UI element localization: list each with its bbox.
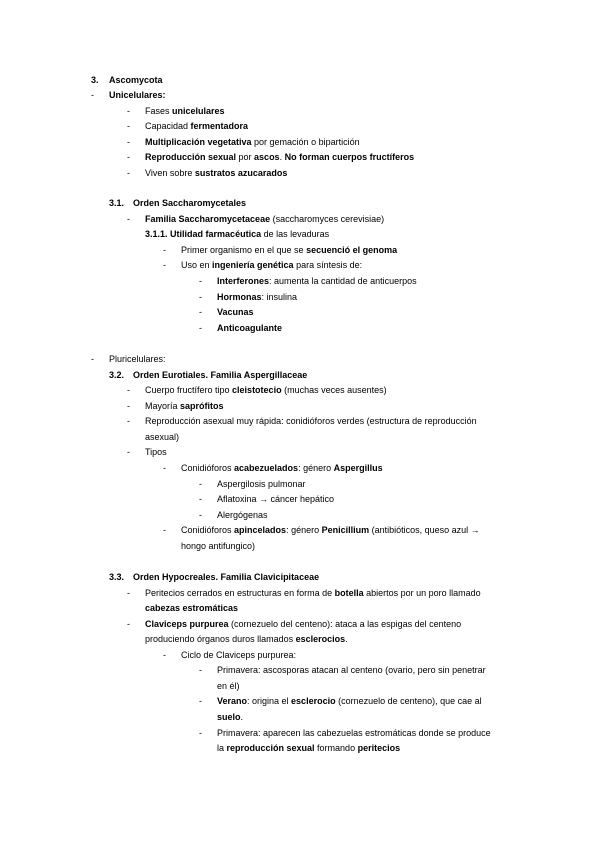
list-item-continuation: en él): [217, 681, 240, 691]
bullet: -: [127, 137, 130, 147]
bullet: -: [127, 416, 130, 426]
bullet: -: [127, 619, 130, 629]
bullet: -: [127, 447, 130, 457]
list-item: Primavera: ascosporas atacan al centeno (ovario, pero sin penetrar: [217, 665, 486, 675]
bullet: -: [127, 385, 130, 395]
bullet: -: [127, 588, 130, 598]
bullet: -: [199, 323, 202, 333]
list-item: Ciclo de Claviceps purpurea:: [181, 650, 297, 660]
bullet: -: [199, 307, 202, 317]
list-item: Alergógenas: [217, 510, 268, 520]
list-item-continuation: hongo antifungico): [181, 541, 256, 551]
subsection-number: 3.1.: [109, 198, 125, 208]
bullet: -: [163, 650, 166, 660]
group-heading-pluricelulares: Pluricelulares:: [109, 354, 166, 364]
subsection-title: Orden Hypocreales. Familia Clavicipitaceae: [133, 572, 320, 582]
sub-subsection: 3.1.1. Utilidad farmacéutica de las levaduras: [145, 229, 330, 239]
list-item: Vacunas: [217, 307, 254, 317]
bullet: -: [199, 276, 202, 286]
section-number: 3.: [91, 75, 99, 85]
bullet: -: [199, 696, 202, 706]
list-item: Claviceps purpurea (cornezuelo del centeno): ataca a las espigas del centeno: [145, 619, 462, 629]
list-item: Aspergilosis pulmonar: [217, 479, 306, 489]
list-item-continuation: cabezas estromáticas: [145, 603, 239, 613]
subsection-number: 3.3.: [109, 572, 125, 582]
list-item: Reproducción asexual muy rápida: conidióforos verdes (estructura de reproducción: [145, 416, 477, 426]
list-item: Viven sobre sustratos azucarados: [145, 168, 288, 178]
subsection-number: 3.2.: [109, 370, 125, 380]
list-item: Hormonas: insulina: [217, 292, 298, 302]
bullet: -: [127, 214, 130, 224]
list-item-continuation: asexual): [145, 432, 180, 442]
list-item-continuation: la reproducción sexual formando peritecios: [217, 743, 401, 753]
bullet: -: [127, 168, 130, 178]
bullet: -: [163, 463, 166, 473]
list-item-continuation: suelo.: [217, 712, 244, 722]
bullet: -: [163, 525, 166, 535]
bullet: -: [127, 106, 130, 116]
list-item-continuation: produciendo órganos duros llamados esclerocios.: [145, 634, 348, 644]
bullet: -: [127, 121, 130, 131]
bullet: -: [199, 494, 202, 504]
list-item: Capacidad fermentadora: [145, 121, 249, 131]
section-title: Ascomycota: [109, 75, 163, 85]
list-item: Cuerpo fructífero tipo cleistotecio (muchas veces ausentes): [145, 385, 387, 395]
list-item: Peritecios cerrados en estructuras en forma de botella abiertos por un poro llamado: [145, 588, 481, 598]
bullet: -: [199, 479, 202, 489]
subsection-title: Orden Saccharomycetales: [133, 198, 247, 208]
bullet: -: [127, 152, 130, 162]
list-item: Anticoagulante: [217, 323, 283, 333]
list-item: Primer organismo en el que se secuenció el genoma: [181, 245, 398, 255]
list-item: Mayoría saprófitos: [145, 401, 224, 411]
list-item: Conidióforos apincelados: género Penicillium (antibióticos, queso azul →: [181, 525, 480, 535]
list-item: Reproducción sexual por ascos. No forman cuerpos fructíferos: [145, 152, 415, 162]
list-item: Conidióforos acabezuelados: género Aspergillus: [181, 463, 383, 473]
list-item: Primavera: aparecen las cabezuelas estromáticas donde se produce: [217, 728, 491, 738]
bullet: -: [199, 665, 202, 675]
list-item: Tipos: [145, 447, 167, 457]
list-item: Uso en ingeniería genética para síntesis de:: [181, 260, 363, 270]
list-item: Verano: origina el esclerocio (cornezuelo de centeno), que cae al: [217, 696, 482, 706]
bullet: -: [163, 260, 166, 270]
list-item: Aflatoxina → cáncer hepático: [217, 494, 335, 504]
list-item: Multiplicación vegetativa por gemación o bipartición: [145, 137, 360, 147]
bullet: -: [199, 728, 202, 738]
bullet: -: [91, 90, 94, 100]
subsection-title: Orden Eurotiales. Familia Aspergillaceae: [133, 370, 308, 380]
group-heading-unicelulares: Unicelulares:: [109, 90, 166, 100]
bullet: -: [127, 401, 130, 411]
list-item: Interferones: aumenta la cantidad de anticuerpos: [217, 276, 417, 286]
bullet: -: [163, 245, 166, 255]
list-item: Fases unicelulares: [145, 106, 225, 116]
bullet: -: [199, 510, 202, 520]
bullet: -: [91, 354, 94, 364]
bullet: -: [199, 292, 202, 302]
list-item: Familia Saccharomycetaceae (saccharomyces cerevisiae): [145, 214, 385, 224]
